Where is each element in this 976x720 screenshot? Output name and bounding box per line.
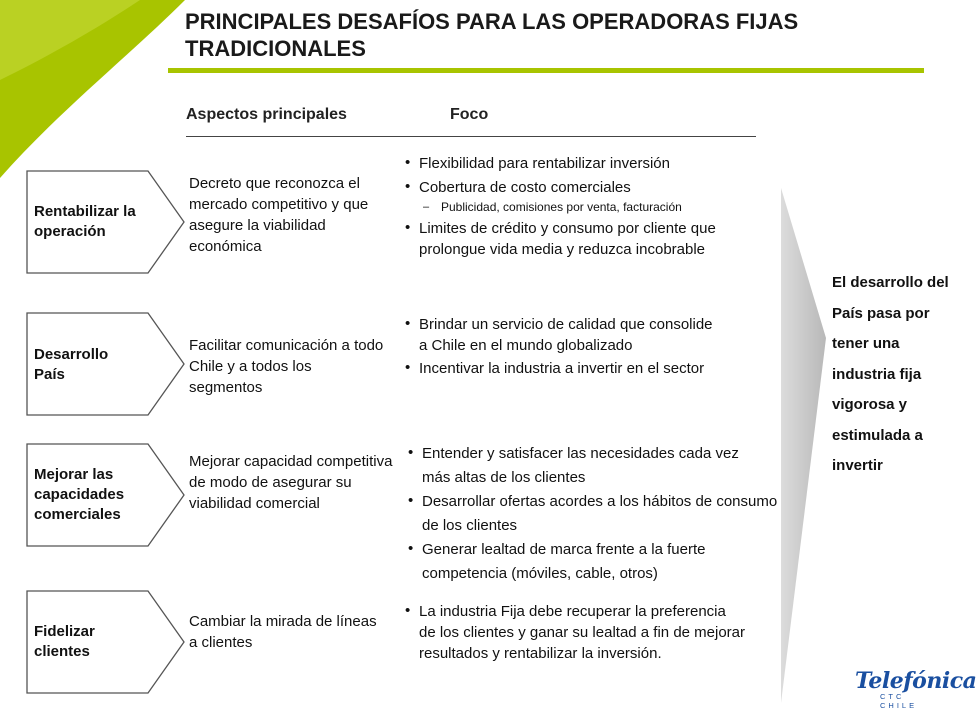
focus-fidelizar — [405, 601, 745, 664]
logo-wordmark: Telefónica — [855, 668, 976, 694]
row-label-mejorar: Mejorar las capacidades comerciales — [34, 466, 125, 523]
header-aspects: Aspectos principales — [186, 106, 347, 123]
bullet-item: • Brindar un servicio de calidad que consolide a Chile en el mundo globalizado — [405, 314, 725, 356]
sub-bullet-item: – Publicidad, comisiones por venta, facturación — [405, 199, 701, 215]
row-label-rentabilizar: Rentabilizar la operación — [34, 203, 136, 240]
focus-rentabilizar — [405, 153, 780, 260]
row-label-desarrollo: Desarrollo País — [34, 346, 109, 383]
title-underline — [168, 68, 924, 73]
row-label-fidelizar: Fidelizar clientes — [34, 623, 95, 660]
aspect-mejorar: Mejorar capacidad competitiva de modo de asegurar su viabilidad comercial — [189, 453, 393, 512]
corner-decoration — [0, 0, 200, 185]
telefonica-logo — [855, 668, 976, 710]
chevron-arrow-icon — [780, 188, 830, 708]
bullet-item: • Flexibilidad para rentabilizar inversión — [405, 153, 780, 174]
aspect-rentabilizar: Decreto que reconozca el mercado competitivo y que asegure la viabilidad económica — [189, 175, 369, 255]
bullet-item: • Entender y satisfacer las necesidades cada vez más altas de los clientes — [408, 442, 762, 490]
header-divider — [186, 136, 756, 137]
aspect-desarrollo: Facilitar comunicación a todo Chile y a todos los segmentos — [189, 337, 384, 396]
bullet-item: • Desarrollar ofertas acordes a los hábitos de consumo de los clientes — [408, 490, 782, 538]
bullet-item: • Incentivar la industria a invertir en el sector — [405, 358, 725, 379]
bullet-item: • Generar lealtad de marca frente a la fuerte competencia (móviles, cable, otros) — [408, 538, 780, 586]
bullet-item: • La industria Fija debe recuperar la preferencia de los clientes y ganar su lealtad a fin de mejorar resultados y rentabilizar la inversión. — [405, 601, 745, 664]
focus-mejorar — [408, 442, 780, 586]
logo-subtitle: CTC CHILE — [880, 692, 918, 710]
conclusion-text: El desarrollo del País pasa por tener una industria fija vigorosa y estimulada a invertir — [832, 274, 949, 474]
bullet-item: • Limites de crédito y consumo por cliente que prolongue vida media y reduzca incobrable — [405, 218, 719, 260]
focus-desarrollo — [405, 314, 725, 379]
page-title: PRINCIPALES DESAFÍOS PARA LAS OPERADORAS FIJAS TRADICIONALES — [185, 9, 799, 61]
aspect-fidelizar: Cambiar la mirada de líneas a clientes — [189, 613, 377, 651]
header-focus: Foco — [450, 106, 489, 123]
bullet-item: • Cobertura de costo comerciales — [405, 177, 780, 198]
